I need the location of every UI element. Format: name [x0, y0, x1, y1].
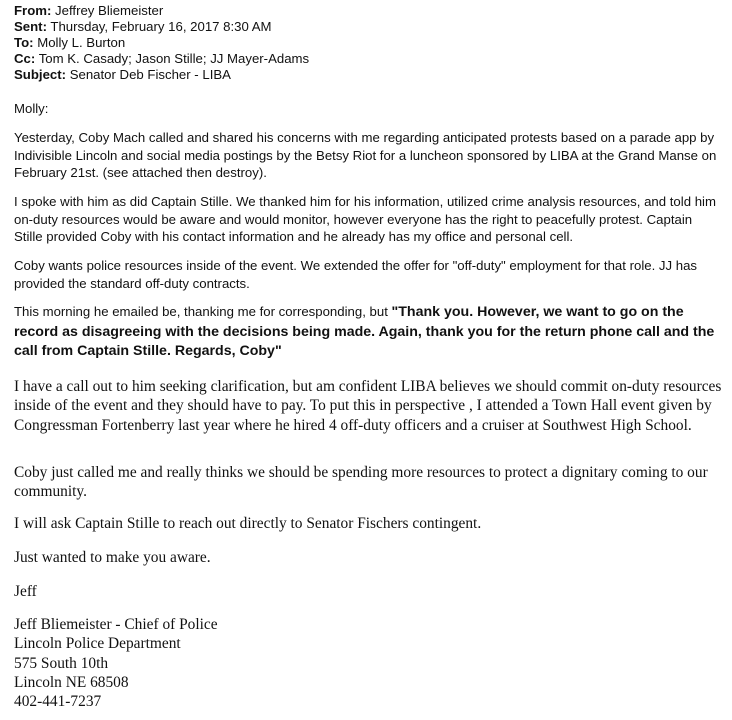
signoff: Jeff: [14, 583, 37, 600]
paragraph-3: Coby wants police resources inside of the event. We extended the offer for "off-duty" employment for that role. JJ has provided the standard off-duty contracts.: [14, 258, 698, 291]
sent-label: Sent:: [14, 19, 47, 34]
signature-phone: 402-441-7237: [14, 693, 102, 711]
paragraph-1: Yesterday, Coby Mach called and shared his concerns with me regarding anticipated protests based on a parade app by Indivisible Lincoln and social media postings by the Betsy Riot for a luncheon sponsored by LIBA at the Grand Manse on February 21st. (see attached then destroy).: [14, 130, 717, 180]
cc-label: Cc:: [14, 51, 36, 66]
paragraph-6: Coby just called me and really thinks we should be spending more resources to protect a dignitary coming to our community.: [14, 464, 708, 501]
subject-value: Senator Deb Fischer - LIBA: [69, 67, 231, 82]
to-row: [14, 35, 309, 51]
signature-department: Lincoln Police Department: [14, 635, 181, 653]
quoted-reply: "Thank you. However, we want to go on the record as disagreeing with the decisions being made. Again, thank you for the return phone call and the call from Captain Stille. Regards, Coby": [14, 304, 715, 359]
signature-city: Lincoln NE 68508: [14, 673, 129, 691]
signature-name-title: Jeff Bliemeister - Chief of Police: [14, 616, 218, 633]
paragraph-4: [14, 303, 720, 362]
cc-row: [14, 51, 309, 67]
greeting: Molly:: [14, 101, 49, 116]
paragraph-4-intro: This morning he emailed be, thanking me for corresponding, but: [14, 304, 392, 319]
paragraph-2: I spoke with him as did Captain Stille. We thanked him for his information, utilized crime analysis resources, and told him on-duty resources would be aware and would monitor, however everyone has the right to peacefully protest. Captain Stille provided Coby with his contact information and he already has my office and personal cell.: [14, 194, 716, 244]
subject-label: Subject:: [14, 67, 67, 82]
paragraph-5: I have a call out to him seeking clarification, but am confident LIBA believes we should commit on-duty resources inside of the event and they should have to pay. To put this in perspective , I attended a Town Hall event given by Congressman Fortenberry last year where he hired 4 off-duty officers and a cruiser at Southwest High School.: [14, 378, 722, 434]
email-header: [14, 3, 309, 83]
signature-street: 575 South 10th: [14, 654, 109, 672]
to-label: To:: [14, 35, 34, 50]
sent-row: [14, 19, 309, 35]
from-row: [14, 3, 309, 19]
signature-block: [14, 615, 218, 711]
sent-value: Thursday, February 16, 2017 8:30 AM: [50, 19, 272, 34]
from-value: Jeffrey Bliemeister: [55, 3, 164, 18]
paragraph-7: I will ask Captain Stille to reach out directly to Senator Fischers contingent.: [14, 515, 482, 532]
subject-row: [14, 67, 309, 83]
from-label: From:: [14, 3, 52, 18]
to-value: Molly L. Burton: [37, 35, 126, 50]
paragraph-8: Just wanted to make you aware.: [14, 549, 211, 566]
cc-value: Tom K. Casady; Jason Stille; JJ Mayer-Adams: [38, 51, 310, 66]
